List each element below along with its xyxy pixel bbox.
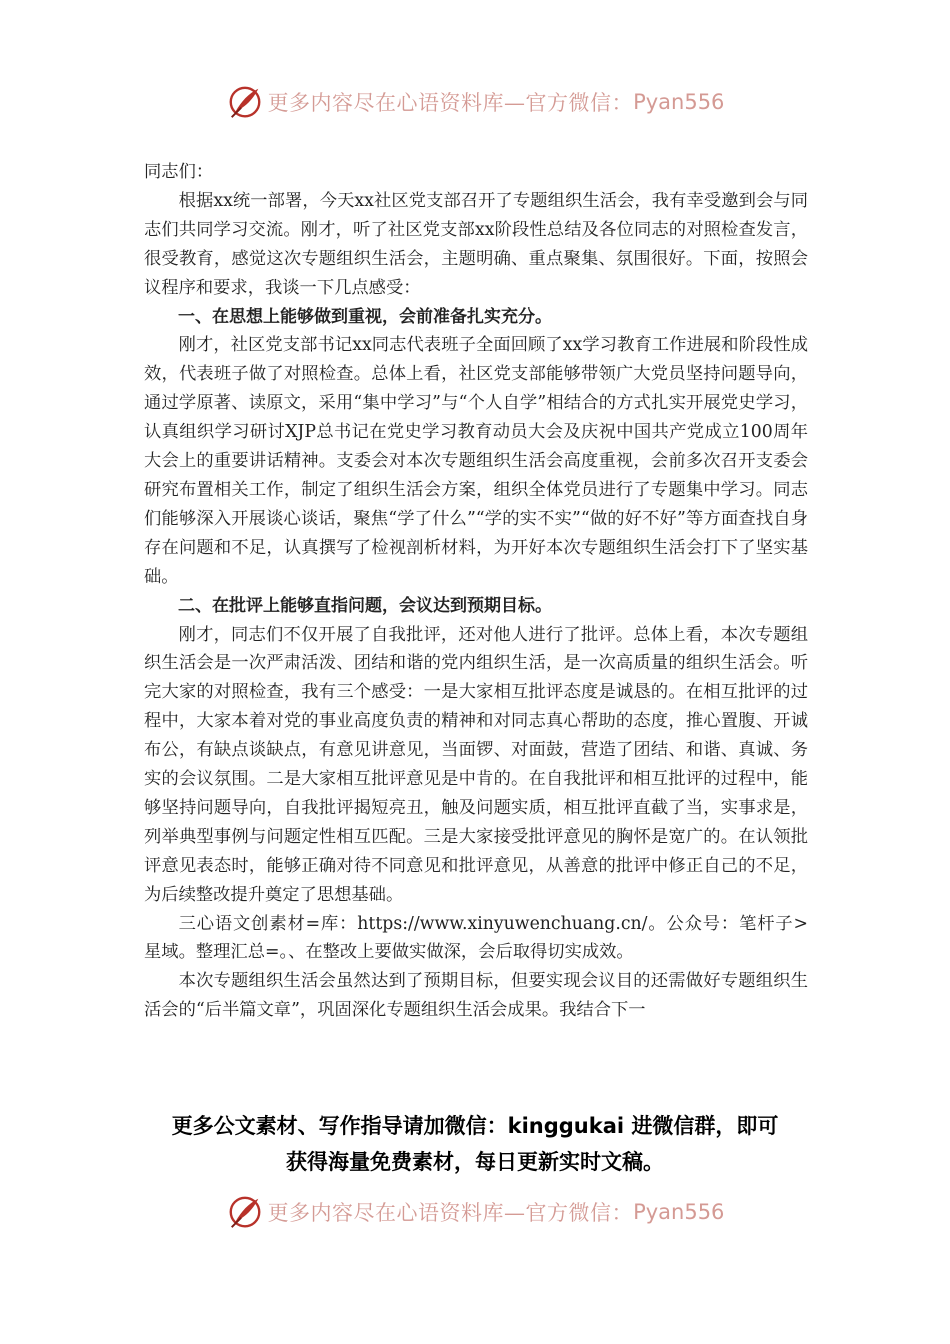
document-body <box>144 158 808 1025</box>
paragraph-section-3: 本次专题组织生活会虽然达到了预期目标，但要实现会议目的还需做好专题组织生活会的“后半篇文章”，巩固深化专题组织生活会成果。我结合下一 <box>144 971 808 1021</box>
header-banner <box>0 82 950 122</box>
footer-note-line-1: 更多公文素材、写作指导请加微信：kinggukai 进微信群，即可 <box>171 1114 779 1138</box>
section-heading-2: 二、在批评上能够直指问题，会议达到预期目标。 <box>178 595 552 616</box>
section-heading-1: 一、在思想上能够做到重视，会前准备扎实充分。 <box>178 306 552 327</box>
footer-banner-wechat-id: Pyan556 <box>633 1200 725 1224</box>
footer-banner-text: 更多内容尽在心语资料库—官方微信： <box>267 1201 634 1225</box>
paragraph-section-1: 刚才，社区党支部书记xx同志代表班子全面回顾了xx学习教育工作进展和阶段性成效，代表班子做了对照检查。总体上看，社区党支部能够带领广大党员坚持问题导向，通过学原著、读原文，采用“集中学习”与“个人自学”相结合的方式扎实开展党史学习，认真组织学习研讨XJP总书记在党史学习教育动员大会及庆祝中国共产党成立100周年大会上的重要讲话精神。支委会对本次专题组织生活会高度重视，会前多次召开支委会研究布置相关工作，制定了组织生活会方案，组织全体党员进行了专题集中学习。同志们能够深入开展谈心谈话，聚焦“学了什么”“学的实不实”“做的好不好”等方面查找自身存在问题和不足，认真撰写了检视剖析材料，为开好本次专题组织生活会打下了坚实基础。 <box>144 335 808 587</box>
footer-note-line-2: 获得海量免费素材，每日更新实时文稿。 <box>286 1150 664 1174</box>
paragraph-section-2: 刚才，同志们不仅开展了自我批评，还对他人进行了批评。总体上看，本次专题组织生活会是一次严肃活泼、团结和谐的党内组织生活，是一次高质量的组织生活会。听完大家的对照检查，我有三个感受：一是大家相互批评态度是诚恳的。在相互批评的过程中，大家本着对党的事业高度负责的精神和对同志真心帮助的态度，推心置腹、开诚布公，有缺点谈缺点，有意见讲意见，当面锣、对面鼓，营造了团结、和谐、真诚、务实的会议氛围。二是大家相互批评意见是中肯的。在自我批评和相互批评的过程中，能够坚持问题导向，自我批评揭短亮丑，触及问题实质，相互批评直截了当，实事求是，列举典型事例与问题定性相互匹配。三是大家接受批评意见的胸怀是宽广的。在认领批评意见表态时，能够正确对待不同意见和批评意见，从善意的批评中修正自己的不足，为后续整改提升奠定了思想基础。 <box>144 624 808 905</box>
paragraph-intro: 根据xx统一部署，今天xx社区党支部召开了专题组织生活会，我有幸受邀到会与同志们共同学习交流。刚才，听了社区党支部xx阶段性总结及各位同志的对照检查发言，很受教育，感觉这次专题组织生活会，主题明确、重点聚集、氛围很好。下面，按照会议程序和要求，我谈一下几点感受： <box>144 190 808 298</box>
quill-logo-icon <box>226 1193 264 1231</box>
footer-banner <box>0 1192 950 1232</box>
greeting: 同志们： <box>144 162 214 182</box>
header-banner-wechat-id: Pyan556 <box>633 90 725 114</box>
quill-logo-icon <box>226 83 264 121</box>
header-banner-text: 更多内容尽在心语资料库—官方微信： <box>267 91 634 115</box>
paragraph-watermark-section-3: 三心语文创素材=库：https://www.xinyuwenchuang.cn/。公众号：笔杆子>星域。整理汇总=。、在整改上要做实做深，会后取得切实成效。 <box>144 913 808 963</box>
footer-promo-note <box>120 1108 830 1180</box>
